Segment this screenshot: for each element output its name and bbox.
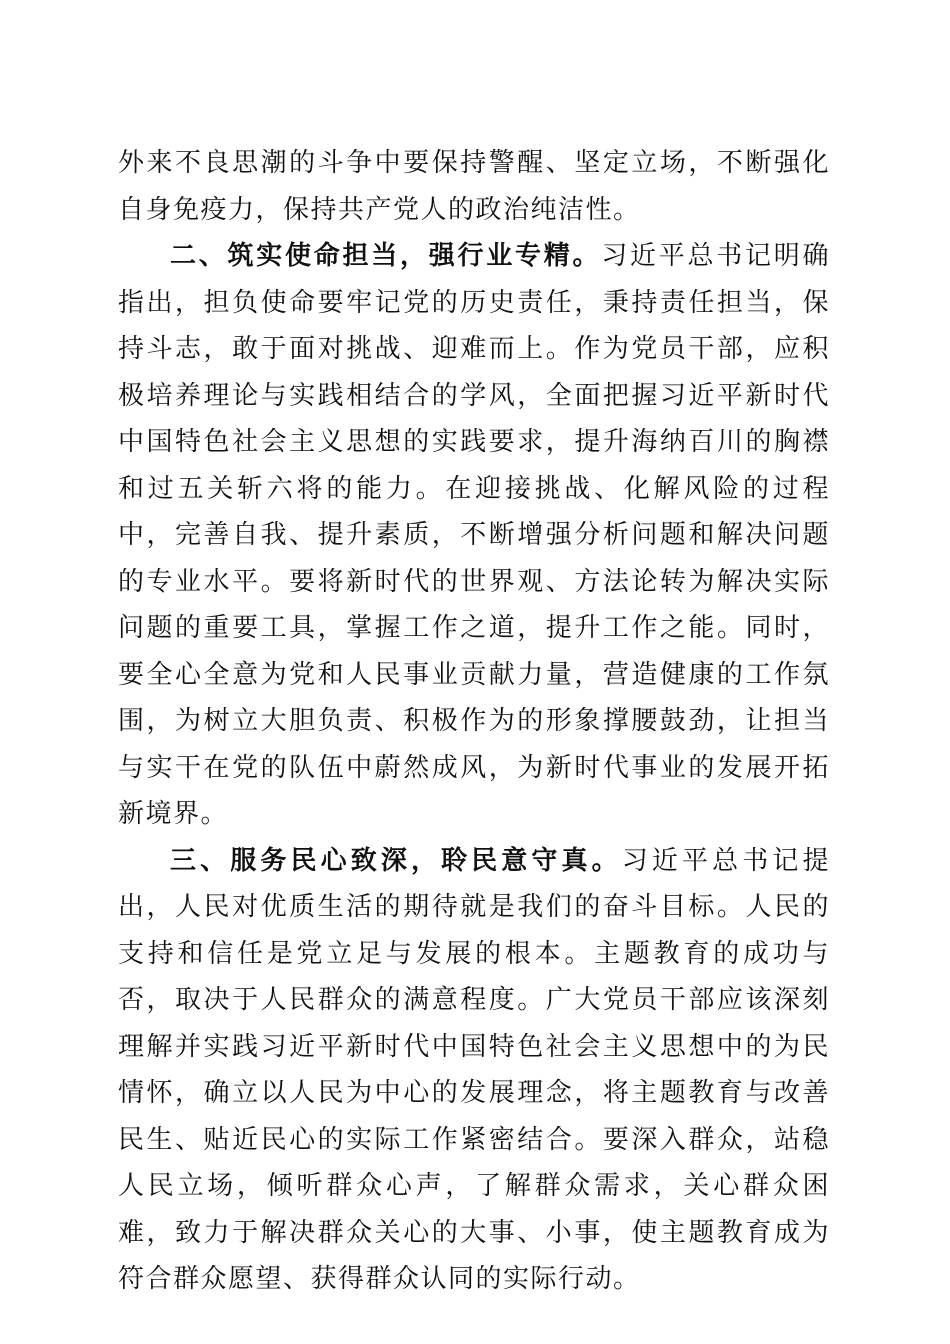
section-heading: 三、服务民心致深，聆民意守真。 bbox=[170, 845, 622, 876]
paragraph-body: 习近平总书记明确指出，担负使命要牢记党的历史责任，秉持责任担当，保持斗志，敢于面对挑战、迎难而上。作为党员干部，应积极培养理论与实践相结合的学风，全面把握习近平新时代中国特色社会主义思想的实践要求，提升海纳百川的胸襟和过五关斩六将的能力。在迎接挑战、化解风险的过程中，完善自我、提升素质，不断增强分析问题和解决问题的专业水平。要将新时代的世界观、方法论转为解决实际问题的重要工具，掌握工作之道，提升工作之能。同时，要全心全意为党和人民事业贡献力量，营造健康的工作氛围，为树立大胆负责、积极作为的形象撑腰鼓劲，让担当与实干在党的队伍中蔚然成风，为新时代事业的发展开拓新境界。 bbox=[118, 241, 830, 829]
section-heading: 二、筑实使命担当，强行业专精。 bbox=[170, 241, 602, 271]
paragraph-section-three bbox=[118, 838, 830, 1303]
document-body bbox=[118, 140, 830, 1303]
paragraph-body: 习近平总书记提出，人民对优质生活的期待就是我们的奋斗目标。人民的支持和信任是党立足与发展的根本。主题教育的成功与否，取决于人民群众的满意程度。广大党员干部应该深刻理解并实践习近平新时代中国特色社会主义思想中的为民情怀，确立以人民为中心的发展理念，将主题教育与改善民生、贴近民心的实际工作紧密结合。要深入群众，站稳人民立场，倾听群众心声，了解群众需求，关心群众困难，致力于解决群众关心的大事、小事，使主题教育成为符合群众愿望、获得群众认同的实际行动。 bbox=[118, 845, 830, 1294]
paragraph-section-two bbox=[118, 233, 830, 838]
paragraph-continuation bbox=[118, 140, 830, 233]
paragraph-body: 外来不良思潮的斗争中要保持警醒、坚定立场，不断强化自身免疫力，保持共产党人的政治纯洁性。 bbox=[118, 148, 830, 225]
